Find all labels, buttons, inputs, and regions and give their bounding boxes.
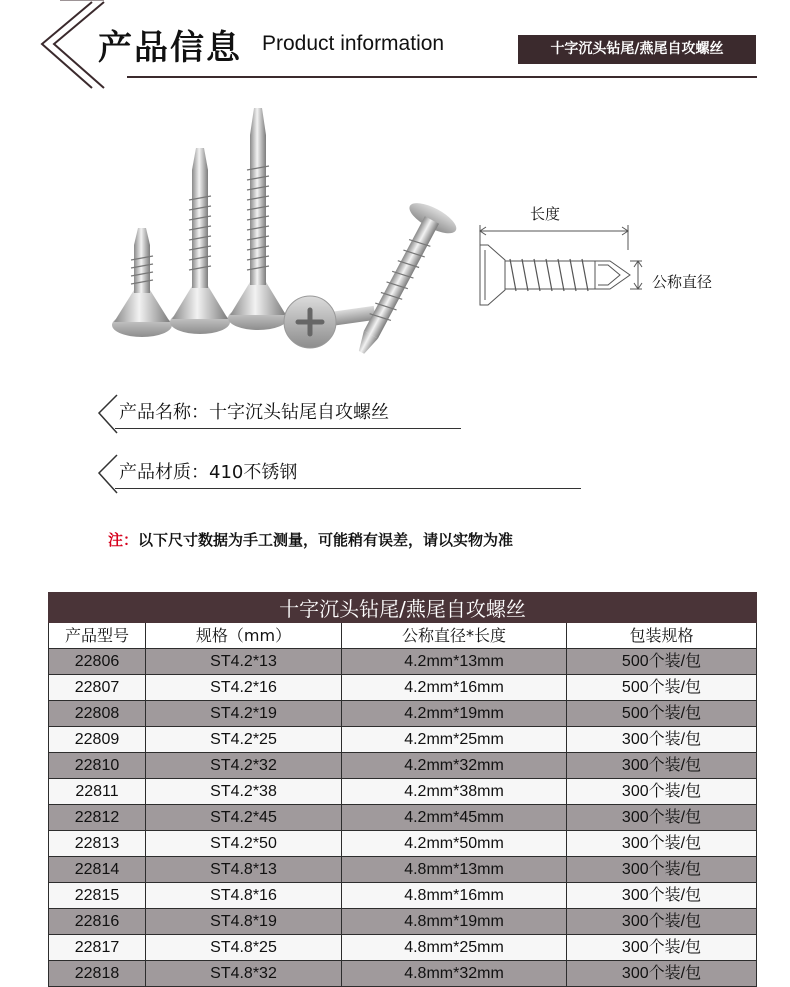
table-row xyxy=(49,805,757,831)
table-cell: 22811 xyxy=(49,779,146,805)
product-name-row xyxy=(95,393,465,433)
table-cell: 22809 xyxy=(49,727,146,753)
table-cell: ST4.8*25 xyxy=(146,935,342,961)
table-cell: ST4.8*32 xyxy=(146,961,342,987)
table-cell: 4.2mm*32mm xyxy=(342,753,567,779)
section-title-english: Product information xyxy=(262,32,445,55)
table-cell: 300个装/包 xyxy=(567,883,757,909)
table-cell: 500个装/包 xyxy=(567,701,757,727)
table-row xyxy=(49,909,757,935)
product-name: 产品名称：十字沉头钻尾自攻螺丝 xyxy=(119,402,389,423)
table-cell: ST4.2*50 xyxy=(146,831,342,857)
table-row xyxy=(49,675,757,701)
table-cell: 22818 xyxy=(49,961,146,987)
table-cell: ST4.2*32 xyxy=(146,753,342,779)
header-divider xyxy=(127,76,757,78)
table-cell: 300个装/包 xyxy=(567,727,757,753)
screw-medium-icon xyxy=(170,148,230,334)
table-cell: 4.2mm*19mm xyxy=(342,701,567,727)
table-cell: 22808 xyxy=(49,701,146,727)
table-cell: 22814 xyxy=(49,857,146,883)
table-row xyxy=(49,649,757,675)
product-material: 产品材质：410不锈钢 xyxy=(119,462,298,483)
table-cell: 22807 xyxy=(49,675,146,701)
table-cell: 22813 xyxy=(49,831,146,857)
column-header: 包装规格 xyxy=(567,623,757,649)
screw-angled-icon xyxy=(339,197,461,364)
diameter-label: 公称直径 xyxy=(652,273,713,291)
screw-long-icon xyxy=(228,108,288,330)
table-cell: 4.8mm*19mm xyxy=(342,909,567,935)
table-cell: 22817 xyxy=(49,935,146,961)
table-cell: ST4.8*13 xyxy=(146,857,342,883)
table-cell: 22815 xyxy=(49,883,146,909)
length-label: 长度 xyxy=(530,205,561,223)
table-cell: 22816 xyxy=(49,909,146,935)
table-cell: ST4.2*45 xyxy=(146,805,342,831)
table-cell: 300个装/包 xyxy=(567,805,757,831)
table-header-row xyxy=(49,623,757,649)
table-cell: 300个装/包 xyxy=(567,935,757,961)
table-row xyxy=(49,857,757,883)
column-header: 产品型号 xyxy=(49,623,146,649)
product-material-row xyxy=(95,453,585,493)
table-cell: 4.8mm*25mm xyxy=(342,935,567,961)
table-cell: 500个装/包 xyxy=(567,675,757,701)
spec-table xyxy=(48,592,757,987)
table-cell: 300个装/包 xyxy=(567,779,757,805)
product-photo xyxy=(100,100,480,375)
table-cell: ST4.2*13 xyxy=(146,649,342,675)
table-cell: 4.8mm*32mm xyxy=(342,961,567,987)
table-row xyxy=(49,727,757,753)
table-cell: 22806 xyxy=(49,649,146,675)
table-cell: 300个装/包 xyxy=(567,831,757,857)
column-header: 规格（mm） xyxy=(146,623,342,649)
table-cell: 4.2mm*50mm xyxy=(342,831,567,857)
table-cell: 500个装/包 xyxy=(567,649,757,675)
table-cell: ST4.2*16 xyxy=(146,675,342,701)
table-cell: 4.8mm*13mm xyxy=(342,857,567,883)
table-row xyxy=(49,779,757,805)
table-cell: 22810 xyxy=(49,753,146,779)
measurement-note xyxy=(108,529,513,550)
table-caption: 十字沉头钻尾/燕尾自攻螺丝 xyxy=(49,593,757,623)
table-cell: 4.2mm*45mm xyxy=(342,805,567,831)
column-header: 公称直径*长度 xyxy=(342,623,567,649)
table-cell: 4.2mm*16mm xyxy=(342,675,567,701)
table-row xyxy=(49,961,757,987)
section-header xyxy=(0,0,790,95)
table-cell: 22812 xyxy=(49,805,146,831)
table-cell: 4.2mm*38mm xyxy=(342,779,567,805)
dimension-diagram xyxy=(470,195,730,325)
section-title: 产品信息 xyxy=(98,28,242,68)
table-row xyxy=(49,831,757,857)
table-cell: ST4.2*19 xyxy=(146,701,342,727)
table-cell: 300个装/包 xyxy=(567,909,757,935)
table-cell: 300个装/包 xyxy=(567,961,757,987)
table-row xyxy=(49,753,757,779)
table-row xyxy=(49,935,757,961)
table-cell: 4.2mm*13mm xyxy=(342,649,567,675)
table-cell: 4.8mm*16mm xyxy=(342,883,567,909)
product-name-underline xyxy=(115,428,461,429)
note-prefix: 注： xyxy=(108,531,139,549)
table-cell: 300个装/包 xyxy=(567,857,757,883)
product-material-underline xyxy=(115,488,581,489)
table-cell: ST4.8*19 xyxy=(146,909,342,935)
product-tag: 十字沉头钻尾/燕尾自攻螺丝 xyxy=(518,35,756,64)
table-cell: ST4.8*16 xyxy=(146,883,342,909)
note-text: 以下尺寸数据为手工测量，可能稍有误差，请以实物为准 xyxy=(138,531,514,549)
table-cell: 4.2mm*25mm xyxy=(342,727,567,753)
table-row xyxy=(49,701,757,727)
table-cell: ST4.2*38 xyxy=(146,779,342,805)
table-row xyxy=(49,883,757,909)
table-cell: ST4.2*25 xyxy=(146,727,342,753)
table-cell: 300个装/包 xyxy=(567,753,757,779)
screw-short-icon xyxy=(112,228,172,337)
